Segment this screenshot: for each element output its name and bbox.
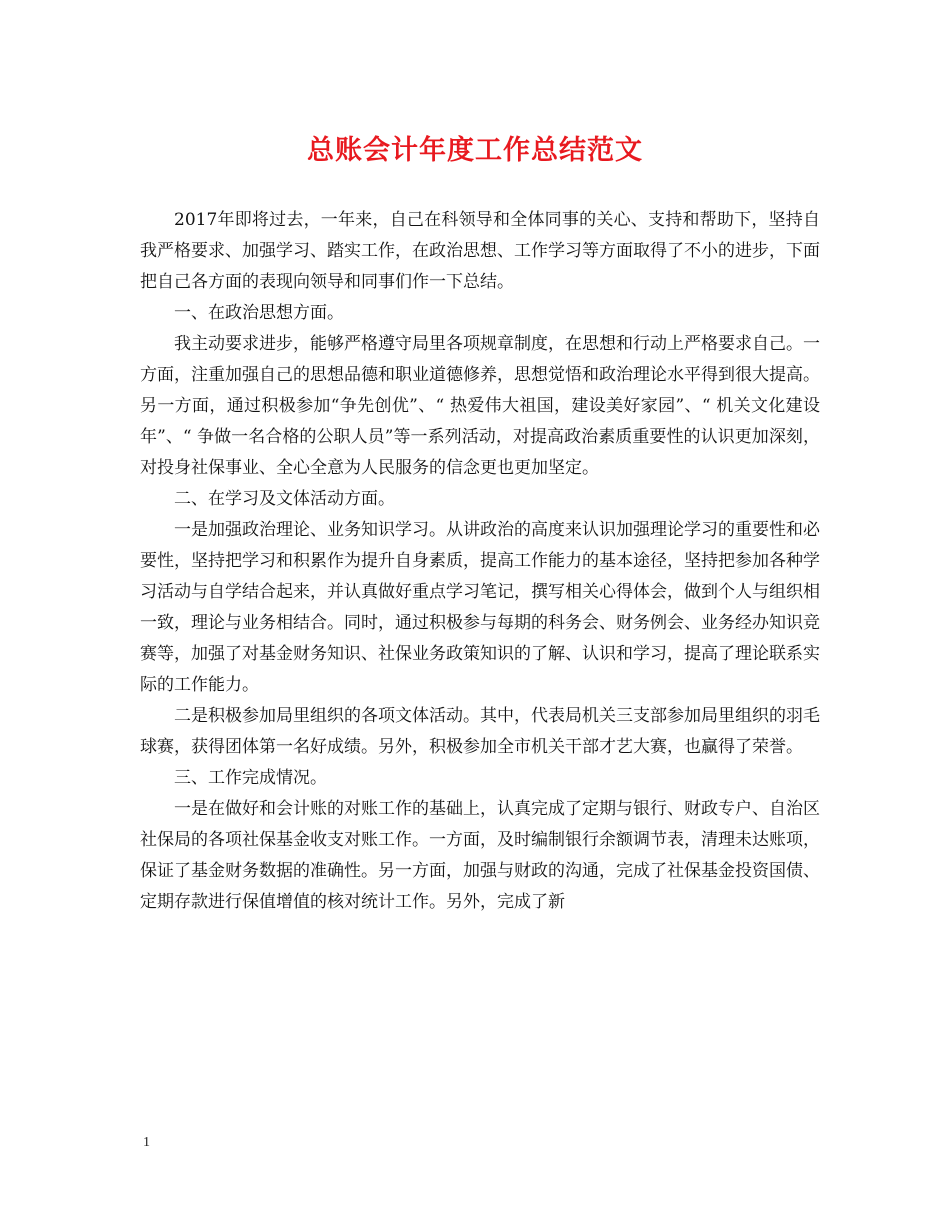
section-heading-study: 二、在学习及文体活动方面。 — [174, 489, 395, 509]
document-title: 总账会计年度工作总结范文 — [307, 135, 643, 166]
paragraph-political: 我主动要求进步，能够严格遵守局里各项规章制度，在思想和行动上严格要求自己。一方面，注重加强自己的思想品德和职业道德修养，思想觉悟和政治理论水平得到很大提高。另一方面，通过积极参加“争先创优”、“ 热爱伟大祖国，建设美好家园”、“ 机关文化建设年”、“ 争做一名合格的公职人员”等一系列活动，对提高政治素质重要性的认识更加深刻，对投身社保事业、全心全意为人民服务的信念更也更加坚定。 — [140, 334, 820, 478]
section-heading-political: 一、在政治思想方面。 — [174, 303, 344, 323]
document-body — [140, 205, 820, 918]
paragraph-study-2: 二是积极参加局里组织的各项文体活动。其中，代表局机关三支部参加局里组织的羽毛球赛，获得团体第一名好成绩。另外，积极参加全市机关干部才艺大赛，也赢得了荣誉。 — [140, 706, 820, 757]
paragraph-intro: 2017年即将过去，一年来，自己在科领导和全体同事的关心、支持和帮助下，坚持自我严格要求、加强学习、踏实工作，在政治思想、工作学习等方面取得了不小的进步，下面把自己各方面的表现向领导和同事们作一下总结。 — [140, 210, 820, 292]
paragraph-study-1: 一是加强政治理论、业务知识学习。从讲政治的高度来认识加强理论学习的重要性和必要性，坚持把学习和积累作为提升自身素质，提高工作能力的基本途径，坚持把参加各种学习活动与自学结合起来，并认真做好重点学习笔记，撰写相关心得体会，做到个人与组织相一致，理论与业务相结合。同时，通过积极参与每期的科务会、财务例会、业务经办知识竞赛等，加强了对基金财务知识、社保业务政策知识的了解、认识和学习，提高了理论联系实际的工作能力。 — [140, 520, 820, 695]
paragraph-work-1: 一是在做好和会计账的对账工作的基础上，认真完成了定期与银行、财政专户、自治区社保局的各项社保基金收支对账工作。一方面，及时编制银行余额调节表，清理未达账项，保证了基金财务数据的准确性。另一方面，加强与财政的沟通，完成了社保基金投资国债、定期存款进行保值增值的核对统计工作。另外，完成了新 — [140, 799, 820, 912]
section-heading-work: 三、工作完成情况。 — [174, 768, 327, 788]
page-number: 1 — [143, 1135, 150, 1150]
